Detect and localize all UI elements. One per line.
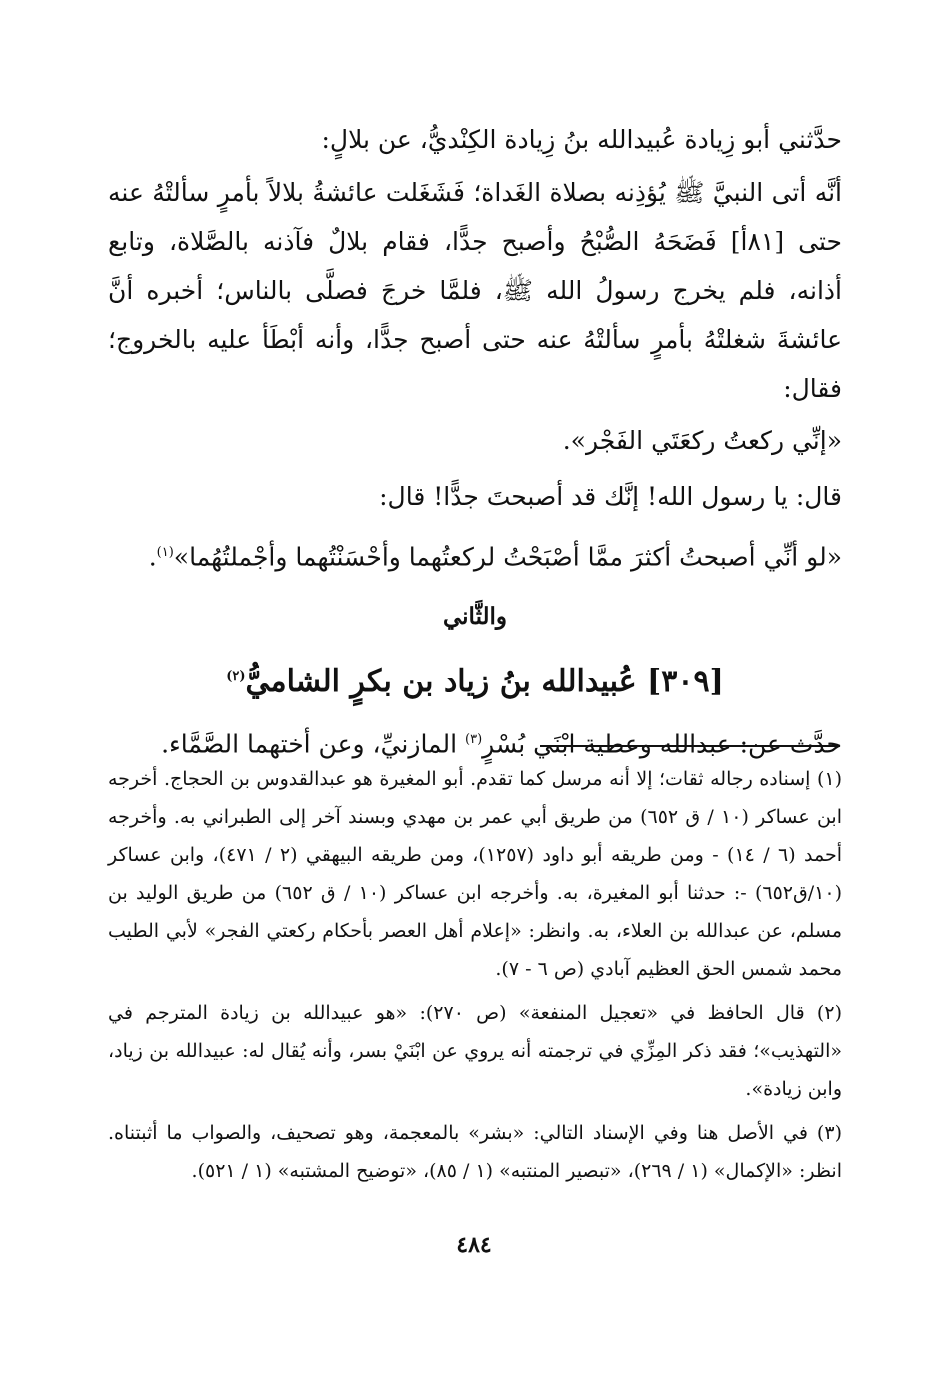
footnote-2: (٢) قال الحافظ في «تعجيل المنفعة» (ص ٢٧٠): «هو عبيدالله بن زيادة المترجم في «التهذيب»؛ فقد ذكر المِزِّي في ترجمته أنه يروي عن ابْنَيْ بسر، وأنه يُقال له: عبيدالله بن زياد، وابن زيادة».: [108, 1002, 842, 1100]
footnote-ref-2: (٢): [226, 669, 246, 685]
entry-title: [108, 647, 842, 712]
page-number: ٤٨٤: [456, 1232, 492, 1258]
hadith-paragraph: أنَّه أتى النبيَّ ﷺ يُؤذِنه بصلاة الغَداة؛ فَشَغَلت عائشةُ بلالاً بأمرٍ سألتْهُ عنه حتى [٨١أ] فَضَحَهُ الصُّبْحُ وأصبح جدًّا، فقام بلالٌ فآذنه بالصَّلاة، وتابع أذانه، فلم يخرج رسولُ الله ﷺ، فلمَّا خرجَ فصلَّى بالناس؛ أخبره أنَّ عائشةَ شغلتْهُ بأمرٍ سألتْهُ عنه حتى أصبح جدًّا، وأنه أبْطَأ عليه بالخروج؛ فقال:: [108, 178, 842, 403]
main-text: [108, 112, 842, 773]
section-subheading: والثَّاني: [442, 603, 508, 631]
entry-text-b: المازنيِّ، وعن أختهما الصَّمَّاء.: [161, 729, 466, 759]
footnote-3: (٣) في الأصل هنا وفي الإسناد التالي: «بشر» بالمعجمة، وهو تصحيف، والصواب ما أثبتناه. انظر: «الإكمال» (١ / ٢٦٩)، «تبصير المنتبه» (١ / ٨٥)، «توضيح المشتبه» (١ / ٥٢١).: [108, 1122, 842, 1182]
intro-line: حدَّثني أبو زِيادة عُبيدالله بنُ زِيادة الكِنْديُّ، عن بلالٍ:: [321, 125, 842, 154]
footnotes: [108, 760, 842, 1196]
quote-end: .: [148, 542, 157, 572]
quote-text: «لو أنِّي أصبحتُ أكثرَ ممَّا أصْبَحْتُ لركعتُهما وأحْسَنْتُهما وأجْملتُهُما»: [173, 542, 842, 572]
footnote-1: (١) إسناده رجاله ثقات؛ إلا أنه مرسل كما تقدم. أبو المغيرة هو عبدالقدوس بن الحجاج. أخرجه ابن عساكر (١٠ / ق ٦٥٢) من طريق أبي عمر بن مهدي وبسند آخر إلى الطبراني به. وأخرجه أحمد (٦ / ١٤) - ومن طريقه أبو داود (١٢٥٧)، ومن طريقه البيهقي (٢ / ٤٧١)، وابن عساكر (١٠/ق٦٥٢) -: حدثنا أبو المغيرة، به. وأخرجه ابن عساكر (١٠ / ق ٦٥٢) من طريق الوليد بن مسلم، عن عبدالله بن العلاء، به. وانظر: «إعلام أهل العصر بأحكام ركعتي الفجر» لأبي الطيب محمد شمس الحق العظيم آبادي (ص ٦ - ٧).: [108, 768, 843, 980]
footnote-ref-3: (٣): [465, 732, 483, 748]
quote-line-with-ref: [108, 525, 842, 585]
entry-title-text: [٣٠٩] عُبيدالله بنُ زياد بن بكرٍ الشاميُّ: [245, 664, 724, 700]
entry-text-a: حدَّث عن: عبدالله وعطية ابْنَي بُسْرٍ: [482, 729, 842, 759]
dialogue-line: قال: يا رسول الله! إنَّك قد أصبحتَ جدًّا! قال:: [379, 482, 842, 511]
footnote-separator: [540, 745, 840, 747]
quote-line: «إنِّي ركعتُ ركعَتَي الفَجْر».: [562, 426, 842, 455]
footnote-ref-1: (١): [156, 545, 174, 560]
